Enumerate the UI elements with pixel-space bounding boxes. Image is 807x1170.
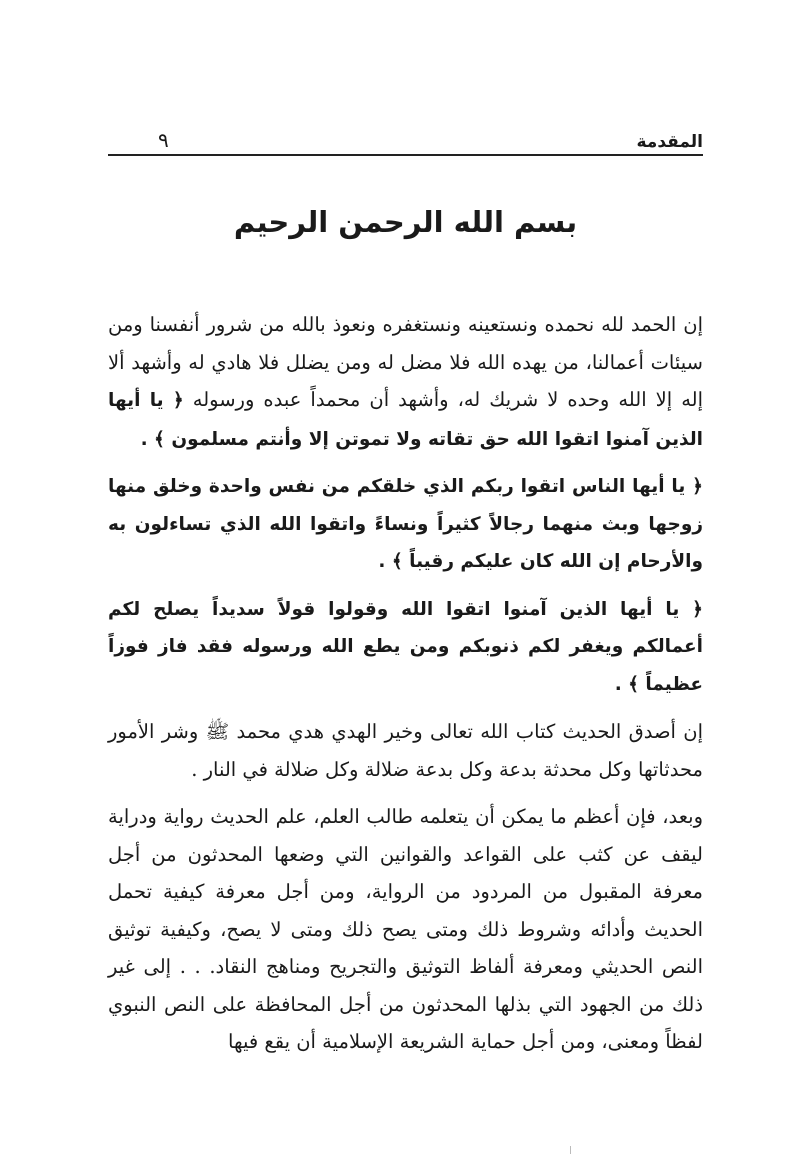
paragraph-introduction: وبعد، فإن أعظم ما يمكن أن يتعلمه طالب العلم، علم الحديث رواية ودراية ليقف عن كثب على القواعد والقوانين التي وضعها المحدثون من أجل معرفة المقبول من المردود من الرواية، ومن أجل معرفة كيفية تحمل الحديث وأدائه وشروط ذلك ومتى يصح ذلك ومتى لا يصح، وكيفية توثيق النص الحديثي ومعرفة ألفاظ التوثيق والتجريح ومناهج النقاد. . . إلى غير ذلك من الجهود التي بذلها المحدثون من أجل المحافظة على النص النبوي لفظاً ومعنى، ومن أجل حماية الشريعة الإسلامية أن يقع فيها — [108, 805, 703, 1053]
opening-prayer-text: إن الحمد لله نحمده ونستعينه ونستغفره ونعوذ بالله من شرور أنفسنا ومن سيئات أعمالنا، من يهده الله فلا مضل له ومن يضلل فلا هادي له وأشهد ألا إله إلا الله وحده لا شريك له، وأشهد أن محمداً عبده ورسوله — [108, 313, 704, 411]
running-header — [108, 116, 703, 152]
basmala-heading: بسم الله الرحمن الرحيم — [233, 205, 578, 239]
running-title: المقدمة — [636, 132, 703, 152]
body-text — [108, 306, 703, 1071]
page-number: ٩ — [158, 128, 169, 152]
header-rule — [108, 154, 703, 156]
scan-mark — [570, 1146, 571, 1154]
quran-verse-imran: ﴿ يا أيها الذين آمنوا اتقوا الله حق تقاته ولا تموتن إلا وأنتم مسلمون ﴾ . — [108, 390, 703, 450]
paragraph-opening — [108, 306, 703, 458]
paragraph-hadith: إن أصدق الحديث كتاب الله تعالى وخير الهدي هدي محمد ﷺ وشر الأمور محدثاتها وكل محدثة بدعة وكل بدعة ضلالة وكل ضلالة في النار . — [108, 720, 703, 781]
quran-verse-ahzab: ﴿ يا أيها الذين آمنوا اتقوا الله وقولوا قولاً سديداً يصلح لكم أعمالكم ويغفر لكم ذنوبكم ومن يطع الله ورسوله فقد فاز فوزاً عظيماً ﴾ . — [108, 598, 703, 695]
quran-verse-nisa: ﴿ يا أيها الناس اتقوا ربكم الذي خلقكم من نفس واحدة وخلق منها زوجها وبث منهما رجالاً كثيراً ونساءً واتقوا الله الذي تساءلون به والأرحام إن الله كان عليكم رقيباً ﴾ . — [108, 476, 703, 572]
